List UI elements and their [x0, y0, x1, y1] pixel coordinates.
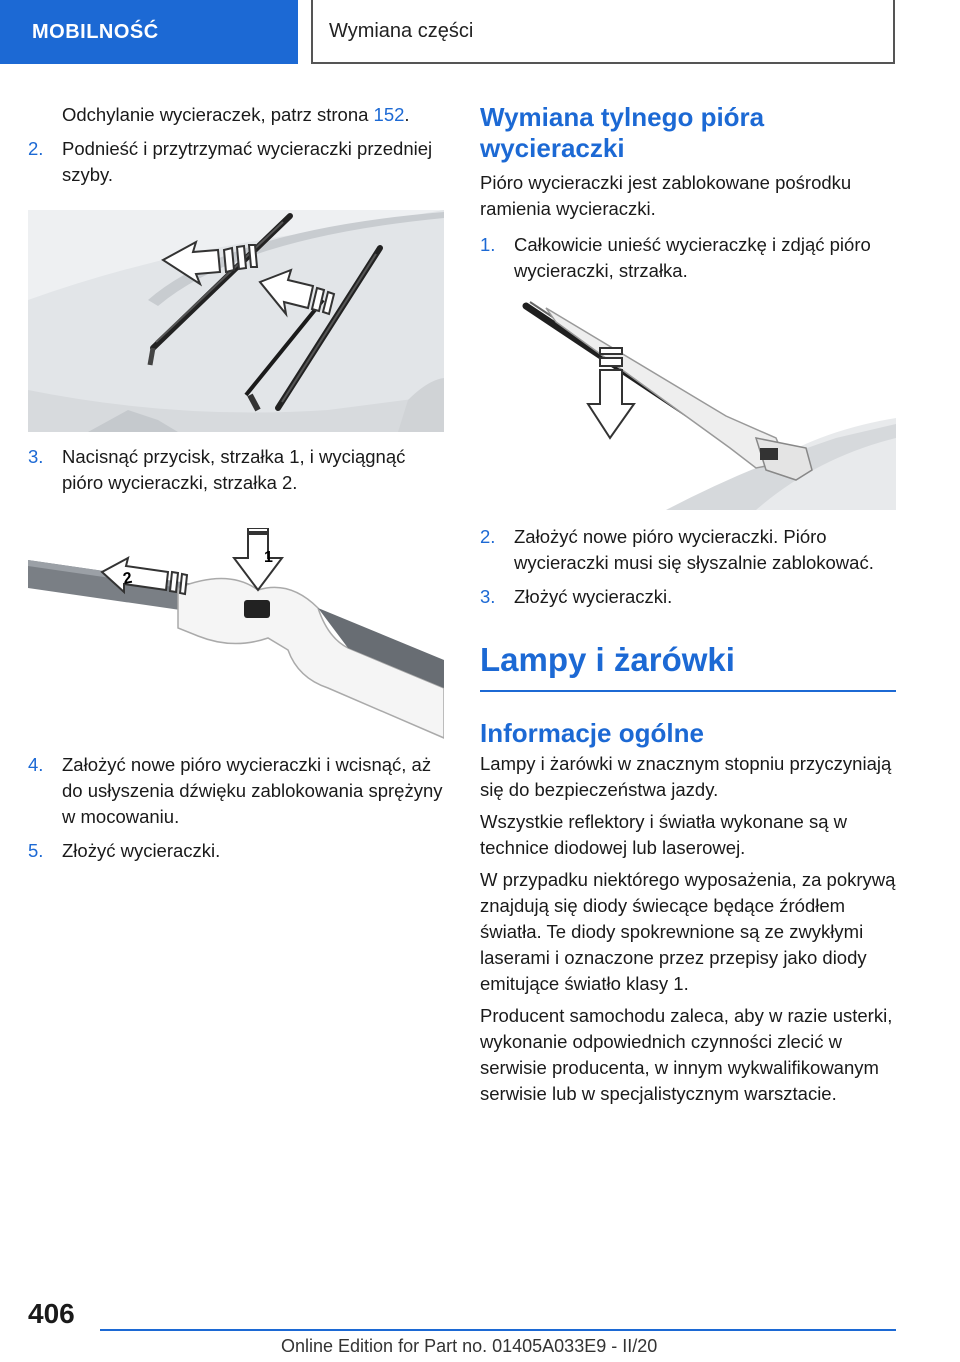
step-number: 4.	[28, 754, 44, 775]
header-chapter-label: Wymiana części	[329, 19, 474, 42]
rear-wiper-intro: Pióro wycieraczki jest zablokowane pośrodku ramienia wycieraczki.	[480, 172, 852, 219]
section-title: Lampy i żarówki	[480, 641, 735, 678]
wiper-blade-release-figure	[28, 528, 444, 740]
info-heading: Informacje ogólne	[480, 718, 704, 748]
step-text: Nacisnąć przycisk, strzałka 1, i wyciągnąć pióro wycieraczki, strzałka 2.	[62, 446, 406, 493]
header-section-label: MOBILNOŚĆ	[32, 20, 159, 43]
step-number: 3.	[480, 586, 496, 607]
figure-label-1: 1	[264, 549, 273, 566]
step-2	[28, 136, 444, 188]
rear-wiper-heading: Wymiana tylnego pióra wycieraczki	[480, 102, 765, 163]
step-number: 5.	[28, 840, 44, 861]
step-number: 2.	[28, 138, 44, 159]
intro-end: .	[404, 104, 410, 125]
header-chapter-box	[311, 0, 895, 64]
rear-step-1	[480, 232, 896, 284]
step-number: 1.	[480, 234, 496, 255]
header-section-tab	[0, 0, 298, 64]
rear-wiper-figure	[516, 298, 896, 510]
page-number: 406	[28, 1298, 75, 1329]
figure-label-2: 2	[121, 569, 134, 588]
step-text: Założyć nowe pióro wycieraczki. Pióro wycieraczki musi się słyszalnie zablokować.	[514, 526, 874, 573]
footer-divider	[100, 1329, 896, 1331]
page-link[interactable]: 152	[373, 104, 405, 125]
footer-edition: Online Edition for Part no. 01405A033E9 - II/20	[281, 1336, 658, 1356]
step-number: 3.	[28, 446, 44, 467]
info-paragraph-1: Lampy i żarówki w znacznym stopniu przyczyniają się do bezpieczeństwa jazdy.	[480, 753, 892, 800]
info-paragraph-2: Wszystkie reflektory i światła wykonane są w technice diodowej lub laserowej.	[480, 811, 848, 858]
info-paragraph-3: W przypadku niektórego wyposażenia, za pokrywą znajdują się diody świecące będące źródłem światła. Te diody spokrewnione są ze zwykłymi laserami i oznaczone przez przepisy jako diody emitujące światło klasy 1.	[480, 869, 896, 994]
step-5	[28, 838, 444, 864]
right-column	[480, 102, 896, 1107]
step-3	[28, 444, 444, 496]
info-paragraph-4: Producent samochodu zaleca, aby w razie usterki, wykonanie odpowiednich czynności zlecić w serwisie producenta, w innym wykwalifikowanym serwisie lub w specjalistycznym warsztacie.	[480, 1005, 893, 1104]
step-text: Podnieść i przytrzymać wycieraczki przedniej szyby.	[62, 138, 433, 185]
step-4	[28, 752, 444, 830]
step-text: Całkowicie unieść wycieraczkę i zdjąć pióro wycieraczki, strzałka.	[514, 234, 871, 281]
section-divider	[480, 690, 896, 692]
rear-step-3	[480, 584, 896, 610]
intro-paragraph	[28, 102, 444, 128]
windshield-wipers-figure	[28, 210, 444, 432]
left-column	[28, 102, 444, 864]
step-number: 2.	[480, 526, 496, 547]
step-text: Złożyć wycieraczki.	[514, 586, 673, 607]
step-text: Założyć nowe pióro wycieraczki i wcisnąć, aż do usłyszenia dźwięku zablokowania sprężyny w mocowaniu.	[62, 754, 443, 827]
step-text: Złożyć wycieraczki.	[62, 840, 221, 861]
intro-text: Odchylanie wycieraczek, patrz strona	[62, 104, 374, 125]
rear-step-2	[480, 524, 896, 576]
